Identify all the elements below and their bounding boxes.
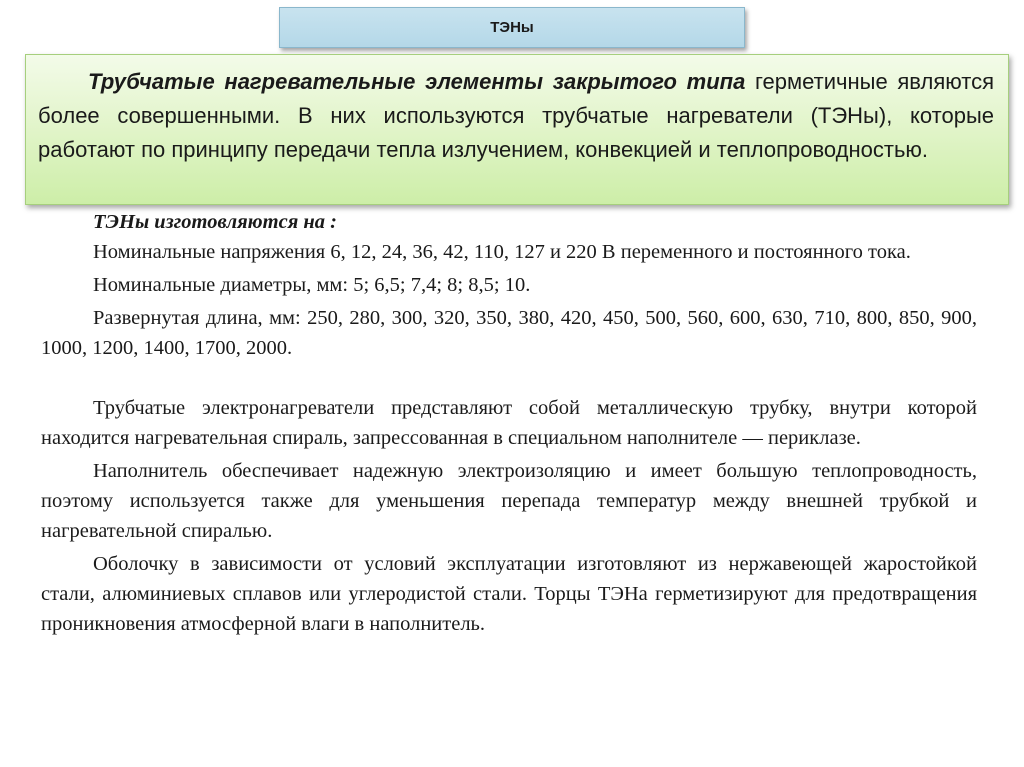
intro-box xyxy=(25,54,1009,205)
slide-title: ТЭНы xyxy=(490,19,534,36)
description-paragraph-1: Трубчатые электронагреватели представляют собой металлическую трубку, внутри которой находится нагревательная спираль, запрессованная в специальном наполнителе — периклазе. xyxy=(41,397,977,449)
description-paragraph-2: Наполнитель обеспечивает надежную электроизоляцию и имеет большую теплопроводность, поэтому используется также для уменьшения перепада температур между внешней трубкой и нагревательной спиралью. xyxy=(41,460,977,542)
intro-emphasis: Трубчатые нагревательные элементы закрытого типа xyxy=(88,69,746,94)
description-paragraph-3: Оболочку в зависимости от условий эксплуатации изготовляют из нержавеющей жаростойкой стали, алюминиевых сплавов или углеродистой стали. Торцы ТЭНа герметизируют для предотвращения проникновения атмосферной влаги в наполнитель. xyxy=(41,553,977,635)
intro-paragraph xyxy=(38,65,994,167)
specs-heading: ТЭНы изготовляются на : xyxy=(93,211,337,233)
specs-lengths: Развернутая длина, мм: 250, 280, 300, 320, 350, 380, 420, 450, 500, 560, 600, 630, 710, 800, 850, 900, 1000, 1200, 1400, 1700, 2000. xyxy=(41,307,977,359)
title-box xyxy=(279,7,745,48)
specs-voltages: Номинальные напряжения 6, 12, 24, 36, 42, 110, 127 и 220 В переменного и постоянного тока. xyxy=(93,241,911,263)
body-text xyxy=(41,207,977,642)
intro-rest: герметичные являются более совершенными. В них используются трубчатые нагреватели (ТЭНы), которые работают по принципу передачи тепла излучением, конвекцией и теплопроводностью. xyxy=(38,69,995,162)
paragraph-gap xyxy=(41,366,977,393)
specs-diameters: Номинальные диаметры, мм: 5; 6,5; 7,4; 8; 8,5; 10. xyxy=(93,274,531,296)
